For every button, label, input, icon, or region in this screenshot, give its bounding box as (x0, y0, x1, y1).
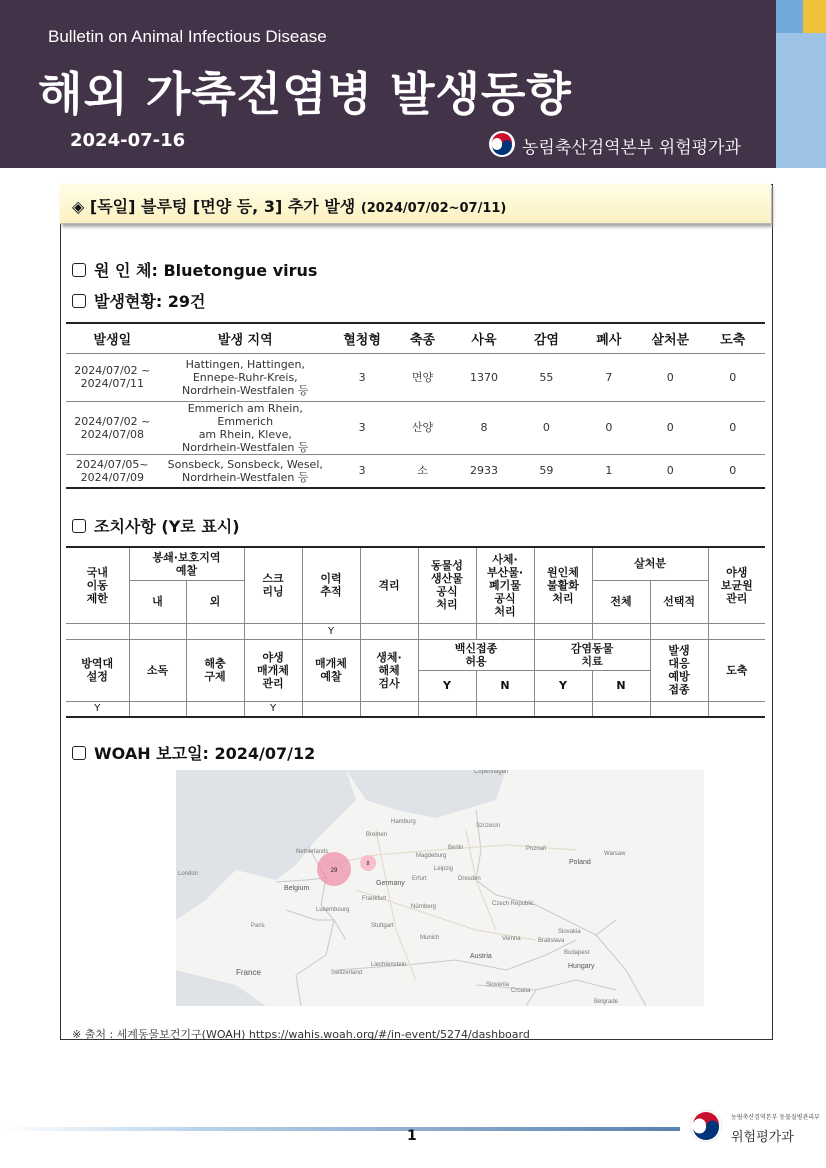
map-label: Luxembourg (316, 907, 350, 913)
value-cell (302, 701, 360, 717)
col-header: 혈청형 (332, 323, 392, 353)
map-label: Czech Republic (492, 901, 535, 907)
map-label: Slovakia (558, 929, 581, 935)
table-row (66, 454, 765, 488)
map-label: Liechtenstein (371, 962, 407, 968)
map-label: Paris (251, 923, 265, 929)
map-label: London (178, 871, 199, 877)
col-header: 도축 (700, 323, 765, 353)
culled-cell: 0 (640, 401, 700, 454)
map-label: Magdeburg (416, 853, 447, 859)
col-header: 폐사 (578, 323, 640, 353)
value-cell (650, 623, 708, 639)
map-label: Poznań (526, 846, 547, 852)
value-cell (129, 701, 186, 717)
value-cell (708, 701, 765, 717)
tracing-header: 이력 추적 (302, 547, 360, 623)
map-label: Austria (470, 953, 492, 960)
topic-bar (60, 184, 771, 224)
species-cell: 산양 (392, 401, 452, 454)
location-cell: Emmerich am Rhein, Emmerich am Rhein, Kleve, Nordrhein-Westfalen 등 (159, 401, 332, 454)
value-cell (66, 623, 129, 639)
map-label: Croatia (511, 988, 531, 994)
measures-header-row (66, 639, 765, 670)
wildlife-header: 야생 보균원 관리 (708, 547, 765, 623)
map-label: Switzerland (331, 970, 363, 976)
bulletin-subtitle: Bulletin on Animal Infectious Disease (48, 27, 327, 46)
page-number: 1 (407, 1128, 417, 1144)
footer-logo-icon (688, 1108, 724, 1144)
value-cell (534, 623, 592, 639)
col-header: 감염 (515, 323, 577, 353)
map-label: Bremen (366, 832, 388, 838)
outbreak-map (176, 770, 704, 1006)
header-banner (0, 0, 776, 168)
header-accent-lightblue (776, 33, 826, 168)
live-test-header: 생체· 해체 검사 (360, 639, 418, 701)
table-header-row (66, 323, 765, 353)
map-label: Slovenia (486, 982, 510, 988)
map-label: Netherlands (296, 849, 329, 855)
topic-title: ◈ [독일] 블루텅 [면양 등, 3] 추가 발생 (2024/07/02~07/11) (72, 197, 507, 216)
map-label: Dresden (458, 876, 481, 882)
treatment-header: 감염동물 치료 (534, 639, 650, 670)
value-cell (360, 623, 418, 639)
map-label: Poland (569, 859, 591, 866)
table-row (66, 401, 765, 454)
col-header: 사육 (453, 323, 515, 353)
page-title: 해외 가축전염병 발생동향 (38, 67, 572, 121)
value-cell: Y (66, 701, 129, 717)
value-cell (476, 623, 534, 639)
band-header: 방역대 설정 (66, 639, 129, 701)
species-cell: 면양 (392, 353, 452, 401)
map-label: Erfurt (412, 876, 427, 882)
measures-value-row (66, 623, 765, 639)
infected-cell: 0 (515, 401, 577, 454)
value-cell (244, 623, 302, 639)
topic-period: (2024/07/02~07/11) (360, 201, 507, 216)
col-header: 발생일 (66, 323, 159, 353)
map-label: Germany (376, 880, 405, 887)
location-cell: Sonsbeck, Sonsbeck, Wesel, Nordrhein-Westfalen 등 (159, 454, 332, 488)
checkbox-icon (72, 746, 86, 760)
screening-header: 스크 리닝 (244, 547, 302, 623)
map-label: Hungary (568, 963, 595, 970)
infected-cell: 59 (515, 454, 577, 488)
slaughtered-cell: 0 (700, 454, 765, 488)
map-label: Nürnberg (411, 904, 437, 910)
date-cell: 2024/07/02 ~ 2024/07/11 (66, 353, 159, 401)
raised-cell: 1370 (453, 353, 515, 401)
map-label: Vienna (502, 936, 521, 942)
measures-value-row (66, 701, 765, 717)
map-label: Warsaw (604, 851, 626, 857)
checkbox-icon (72, 263, 86, 277)
dead-cell: 1 (578, 454, 640, 488)
treat-no-header: N (592, 670, 650, 701)
carcass-disposal-header: 사체· 부산물· 폐기물 공식 처리 (476, 547, 534, 623)
checkbox-icon (72, 294, 86, 308)
map-label: France (236, 968, 261, 977)
zone-surveillance-header: 봉쇄·보호지역 예찰 (129, 547, 244, 580)
map-label: Munich (420, 935, 440, 941)
pathogen-line: 원 인 체: Bluetongue virus (72, 258, 317, 281)
product-disposal-header: 동물성 생산물 공식 처리 (418, 547, 476, 623)
value-cell: Y (302, 623, 360, 639)
serotype-cell: 3 (332, 353, 392, 401)
outbreak-table (66, 322, 765, 489)
value-cell (708, 623, 765, 639)
treat-yes-header: Y (534, 670, 592, 701)
table-row (66, 353, 765, 401)
map-label: Stuttgart (371, 923, 394, 929)
species-cell: 소 (392, 454, 452, 488)
col-header: 축종 (392, 323, 452, 353)
location-cell: Hattingen, Hattingen, Ennepe-Ruhr-Kreis, Nordrhein-Westfalen 등 (159, 353, 332, 401)
value-cell (418, 701, 476, 717)
cull-all-header: 전체 (592, 580, 650, 623)
raised-cell: 8 (453, 401, 515, 454)
slaughter-header: 도축 (708, 639, 765, 701)
date-cell: 2024/07/02 ~ 2024/07/08 (66, 401, 159, 454)
woah-report-line: WOAH 보고일: 2024/07/12 (72, 741, 315, 764)
map-label: Budapest (564, 950, 590, 956)
map-canvas (176, 770, 704, 1006)
value-cell (650, 701, 708, 717)
cull-selective-header: 선택적 (650, 580, 708, 623)
value-cell: Y (244, 701, 302, 717)
value-cell (418, 623, 476, 639)
vector-surveillance-header: 매개체 예찰 (302, 639, 360, 701)
map-label: Hamburg (391, 819, 416, 825)
value-cell (592, 701, 650, 717)
serotype-cell: 3 (332, 401, 392, 454)
value-cell (534, 701, 592, 717)
zone-inner-header: 내 (129, 580, 186, 623)
disinfection-header: 소독 (129, 639, 186, 701)
col-header: 발생 지역 (159, 323, 332, 353)
slaughtered-cell: 0 (700, 401, 765, 454)
issue-date: 2024-07-16 (70, 130, 186, 151)
agency-name: 농림축산검역본부 위험평가과 (522, 138, 741, 158)
measures-heading: 조치사항 (Y로 표시) (72, 514, 240, 537)
date-cell: 2024/07/05~ 2024/07/09 (66, 454, 159, 488)
map-label: Belgium (284, 885, 310, 892)
value-cell (360, 701, 418, 717)
map-label: Szczecin (476, 823, 501, 829)
vacc-no-header: N (476, 670, 534, 701)
map-label: Belgrade (594, 999, 619, 1005)
culled-cell: 0 (640, 353, 700, 401)
pest-control-header: 해충 구제 (186, 639, 244, 701)
value-cell (129, 623, 186, 639)
cluster-count-large: 29 (330, 868, 338, 874)
cluster-count-small: 8 (366, 861, 370, 867)
emergency-vaccination-header: 발생 대응 예방 접종 (650, 639, 708, 701)
footer-org-small: 농림축산검역본부 동물질병관리부 (731, 1114, 820, 1121)
wild-vector-header: 야생 매개체 관리 (244, 639, 302, 701)
infected-cell: 55 (515, 353, 577, 401)
col-header: 살처분 (640, 323, 700, 353)
slaughtered-cell: 0 (700, 353, 765, 401)
measures-header-row (66, 547, 765, 580)
footer-org-name: 위험평가과 (731, 1130, 794, 1145)
agency-logo-icon (488, 130, 516, 158)
dead-cell: 7 (578, 353, 640, 401)
map-label: Bratislava (538, 938, 565, 944)
inactivation-header: 원인체 불활화 처리 (534, 547, 592, 623)
move-restriction-header: 국내 이동 제한 (66, 547, 129, 623)
vaccination-header: 백신접종 허용 (418, 639, 534, 670)
header-accent-yellow (803, 0, 826, 33)
map-label: Berlin (448, 845, 464, 851)
culling-header: 살처분 (592, 547, 708, 580)
value-cell (186, 701, 244, 717)
zone-outer-header: 외 (186, 580, 244, 623)
map-label: Copenhagen (474, 770, 509, 775)
measures-table (66, 546, 765, 718)
raised-cell: 2933 (453, 454, 515, 488)
vacc-yes-header: Y (418, 670, 476, 701)
map-label: Frankfurt (362, 896, 387, 902)
value-cell (592, 623, 650, 639)
dead-cell: 0 (578, 401, 640, 454)
serotype-cell: 3 (332, 454, 392, 488)
isolation-header: 격리 (360, 547, 418, 623)
value-cell (476, 701, 534, 717)
source-note: ※ 출처 : 세계동물보건기구(WOAH) https://wahis.woah.org/#/in-event/5274/dashboard (72, 1028, 530, 1041)
value-cell (186, 623, 244, 639)
footer-rule (0, 1127, 680, 1131)
culled-cell: 0 (640, 454, 700, 488)
status-line: 발생현황: 29건 (72, 289, 206, 312)
map-label: Leipzig (434, 866, 454, 872)
checkbox-icon (72, 519, 86, 533)
